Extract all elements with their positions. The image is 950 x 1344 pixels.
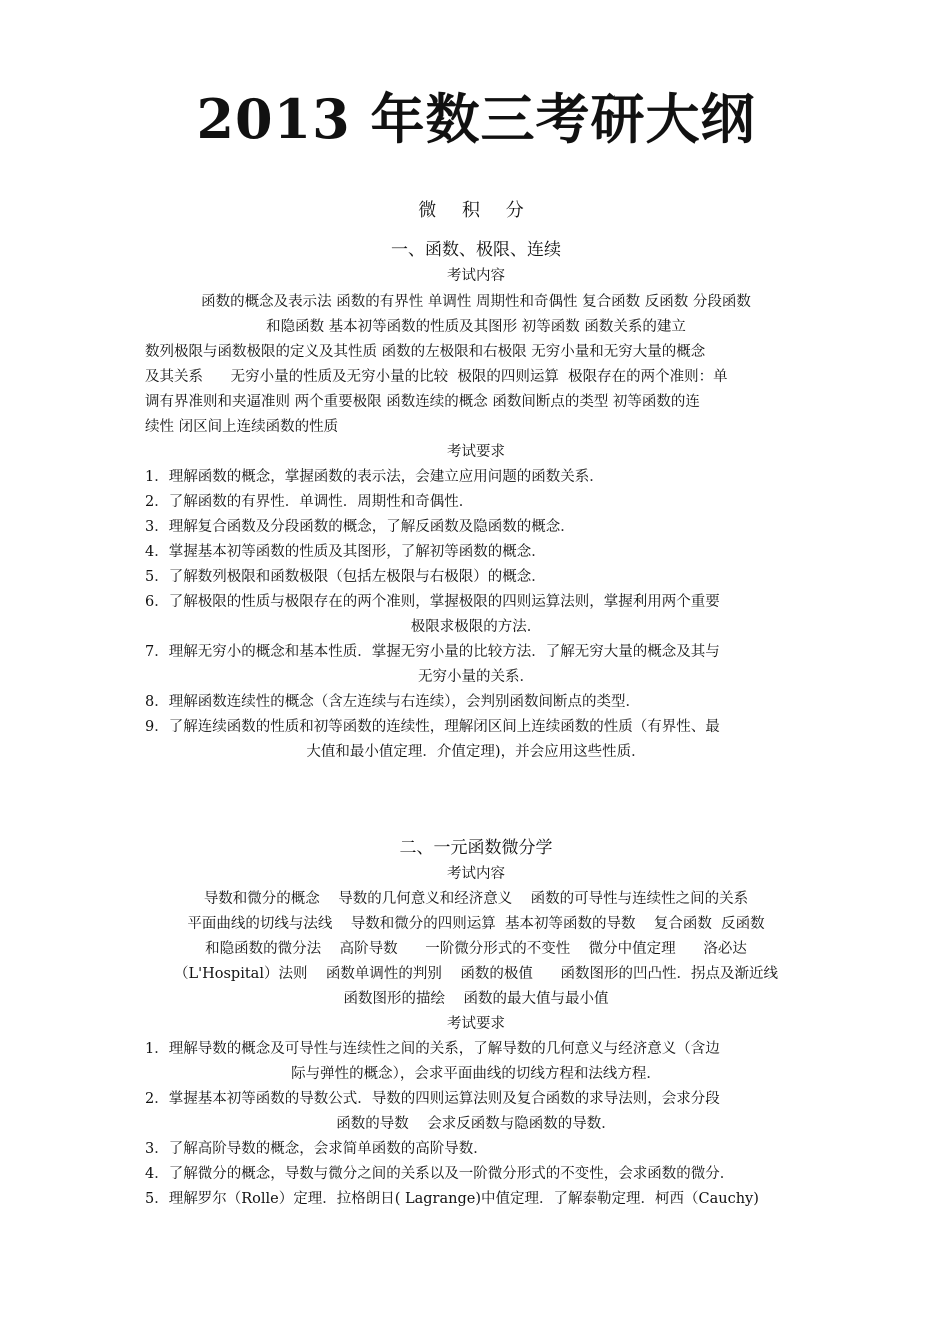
- requirement-number: 2．: [145, 1091, 169, 1107]
- requirement-item: [145, 1162, 807, 1187]
- requirement-number: 1．: [145, 1041, 169, 1057]
- requirement-number: 5．: [145, 1191, 169, 1207]
- requirement-text: 理解无穷小的概念和基本性质．掌握无穷小量的比较方法．了解无穷大量的概念及其与: [168, 644, 720, 660]
- requirement-text: 了解极限的性质与极限存在的两个准则，掌握极限的四则运算法则，掌握利用两个重要: [168, 594, 720, 610]
- requirement-continuation: 际与弹性的概念），会求平面曲线的切线方程和法线方程．: [291, 1066, 661, 1082]
- requirement-number: 8．: [145, 694, 169, 710]
- requirement-item: [145, 1137, 807, 1162]
- requirement-item: [145, 565, 807, 590]
- requirement-continuation: 函数的导数 会求反函数与隐函数的导数．: [336, 1116, 616, 1132]
- requirement-item: [145, 1187, 807, 1212]
- requirement-continuation: 极限求极限的方法．: [410, 619, 542, 635]
- requirement-number: 3．: [145, 1141, 169, 1157]
- section2-heading: 二、一元函数微分学: [399, 838, 553, 858]
- requirement-continuation: 无穷小量的关系．: [418, 669, 534, 685]
- content-line: 数列极限与函数极限的定义及其性质 函数的左极限和右极限 无穷小量和无穷大量的概念: [145, 344, 706, 360]
- section1-content: [145, 290, 807, 440]
- content-line: 平面曲线的切线与法线 导数和微分的四则运算 基本初等函数的导数 复合函数 反函数: [187, 916, 765, 932]
- requirement-item: [145, 690, 807, 715]
- requirement-text: 了解微分的概念，导数与微分之间的关系以及一阶微分形式的不变性，会求函数的微分．: [168, 1166, 735, 1182]
- content-line: 续性 闭区间上连续函数的性质: [145, 419, 339, 435]
- content-line: （L'Hospital）法则 函数单调性的判别 函数的极值 函数图形的凹凸性．拐点及渐近线: [174, 966, 778, 982]
- requirement-number: 5．: [145, 569, 169, 585]
- content-line: 调有界准则和夹逼准则 两个重要极限 函数连续的概念 函数间断点的类型 初等函数的连: [145, 394, 700, 410]
- requirement-continuation: 大值和最小值定理．介值定理)，并会应用这些性质．: [306, 744, 646, 760]
- requirement-number: 2．: [145, 494, 169, 510]
- requirement-text: 理解罗尔（Rolle）定理．拉格朗日( Lagrange)中值定理．了解泰勒定理．柯西（Cauchy): [168, 1191, 759, 1207]
- section2-requirements: [145, 1037, 807, 1212]
- requirement-text: 了解数列极限和函数极限（包括左极限与右极限）的概念．: [168, 569, 546, 585]
- requirement-text: 理解导数的概念及可导性与连续性之间的关系，了解导数的几何意义与经济意义（含边: [168, 1041, 720, 1057]
- content-line: 和隐函数的微分法 高阶导数 一阶微分形式的不变性 微分中值定理 洛必达: [205, 941, 747, 957]
- part-title: 微 积 分: [418, 200, 534, 221]
- requirement-item: [145, 1037, 807, 1062]
- requirement-number: 9．: [145, 719, 169, 735]
- requirement-number: 4．: [145, 1166, 169, 1182]
- requirement-number: 1．: [145, 469, 169, 485]
- requirement-item: [145, 640, 807, 665]
- content-line: 和隐函数 基本初等函数的性质及其图形 初等函数 函数关系的建立: [266, 319, 686, 335]
- section1-req-label: 考试要求: [447, 444, 505, 460]
- requirement-number: 4．: [145, 544, 169, 560]
- content-line: 导数和微分的概念 导数的几何意义和经济意义 函数的可导性与连续性之间的关系: [203, 891, 749, 907]
- section2-req-label: 考试要求: [447, 1016, 505, 1032]
- section2-content-label: 考试内容: [447, 866, 505, 882]
- requirement-text: 掌握基本初等函数的导数公式．导数的四则运算法则及复合函数的求导法则，会求分段: [168, 1091, 720, 1107]
- requirement-item: [145, 1087, 807, 1112]
- requirement-text: 理解函数连续性的概念（含左连续与右连续），会判别函数间断点的类型．: [168, 694, 640, 710]
- content-line: 函数的概念及表示法 函数的有界性 单调性 周期性和奇偶性 复合函数 反函数 分段函数: [201, 294, 751, 310]
- requirement-item: [145, 715, 807, 740]
- requirement-text: 理解复合函数及分段函数的概念，了解反函数及隐函数的概念．: [168, 519, 575, 535]
- requirement-item: [145, 540, 807, 565]
- requirement-number: 6．: [145, 594, 169, 610]
- content-line: 及其关系 无穷小量的性质及无穷小量的比较 极限的四则运算 极限存在的两个准则：单: [145, 369, 728, 385]
- requirement-text: 了解高阶导数的概念，会求简单函数的高阶导数．: [168, 1141, 488, 1157]
- document-title: 2013 年数三考研大纲: [196, 87, 756, 151]
- section1-content-label: 考试内容: [447, 268, 505, 284]
- content-line: 函数图形的描绘 函数的最大值与最小值: [343, 991, 609, 1007]
- requirement-text: 了解连续函数的性质和初等函数的连续性，理解闭区间上连续函数的性质（有界性、最: [168, 719, 720, 735]
- requirement-item: [145, 490, 807, 515]
- requirement-text: 理解函数的概念，掌握函数的表示法，会建立应用问题的函数关系．: [168, 469, 604, 485]
- requirement-item: [145, 465, 807, 490]
- section1-heading: 一、函数、极限、连续: [391, 240, 561, 260]
- requirement-text: 了解函数的有界性．单调性．周期性和奇偶性．: [168, 494, 474, 510]
- section2-content: [145, 887, 807, 1012]
- requirement-item: [145, 515, 807, 540]
- requirement-number: 7．: [145, 644, 169, 660]
- requirement-number: 3．: [145, 519, 169, 535]
- requirement-item: [145, 590, 807, 615]
- requirement-text: 掌握基本初等函数的性质及其图形，了解初等函数的概念．: [168, 544, 546, 560]
- section1-requirements: [145, 465, 807, 765]
